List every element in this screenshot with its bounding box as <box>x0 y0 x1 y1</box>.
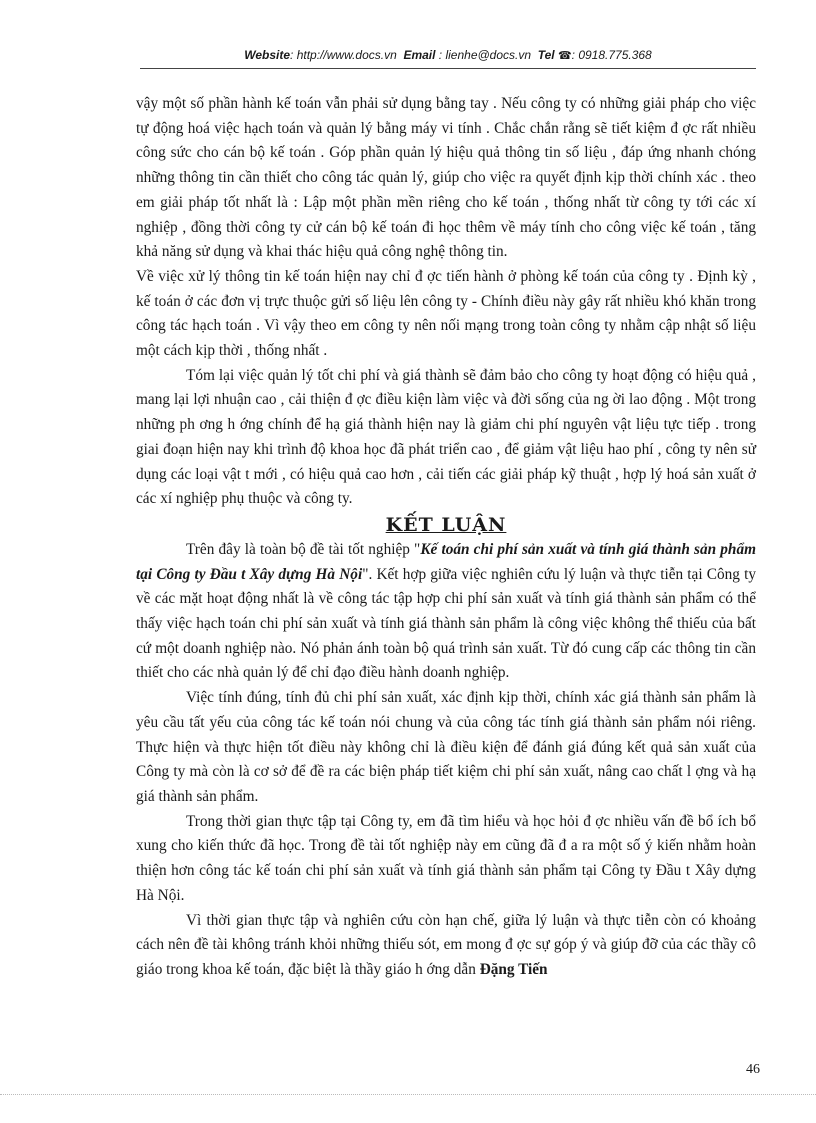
paragraph-2: Về việc xử lý thông tin kế toán hiện nay chỉ đ ợc tiến hành ở phòng kế toán của công ty . Định kỳ , kế toán ở các đơn vị trực thuộc gửi số liệu lên công ty - Chính điều này gây rất nhiều khó khăn trong công tác hạch toán . Vì vậy theo em công ty nên nối mạng trong toàn công ty nhằm cập nhật số liệu một cách kịp thời , thống nhất . <box>136 267 756 360</box>
tel-label: Tel <box>537 48 555 62</box>
conclusion-paragraph-3: Trong thời gian thực tập tại Công ty, em đã tìm hiểu và học hỏi đ ợc nhiều vấn đề bổ ích bổ xung cho kiến thức đã học. Trong đề tài tốt nghiệp này em cũng đã đ a ra một số ý kiến nhằm hoàn thiện hơn công tác kế toán chi phí sản xuất và tính giá thành sản phẩm tại Công ty Đầu t Xây dựng Hà Nội. <box>136 812 756 904</box>
header-rule <box>140 68 756 69</box>
website-label: Website <box>244 48 291 62</box>
paragraph-1: vậy một số phần hành kế toán vẫn phải sử dụng bằng tay . Nếu công ty có những giải pháp cho việc tự động hoá việc hạch toán và quản lý bằng máy vi tính . Chắc chắn rằng sẽ tiết kiệm đ ợc rất nhiều công sức cho cán bộ kế toán . Góp phần quản lý hiệu quả thông tin số liệu , đáp ứng nhanh chóng những thông tin cần thiết cho công tác quản lý, giúp cho việc ra quyết định kịp thời chính xác . theo em giải pháp tốt nhất là : Lập một phần mền riêng cho kế toán , thống nhất từ công ty tới các xí nghiệp , đồng thời công ty cử cán bộ kế toán đi học thêm về máy tính cho công việc kế toán , tăng khả năng sử dụng và khai thác hiệu quả công nghệ thông tin. <box>136 95 756 261</box>
website-value: : http://www.docs.vn <box>290 48 397 62</box>
telephone-icon: ☎ <box>557 50 572 62</box>
conclusion-p1-lead: Trên đây là toàn bộ đề tài tốt nghiệp " <box>186 540 421 558</box>
tel-value: : 0918.775.368 <box>571 48 652 62</box>
conclusion-heading: KẾT LUẬN <box>385 513 507 536</box>
conclusion-paragraph-4 <box>136 909 756 983</box>
thesis-title: Kế toán chi phí sản xuất và tính giá thành sản phẩm tại Công ty Đầu t Xây dựng Hà Nội <box>136 540 756 583</box>
email-value: : lienhe@docs.vn <box>438 48 532 62</box>
footer-rule <box>0 1094 816 1095</box>
email-label: Email <box>403 48 436 62</box>
document-body <box>136 92 756 983</box>
conclusion-paragraph-1 <box>136 538 756 686</box>
conclusion-p1-rest: ". Kết hợp giữa việc nghiên cứu lý luận và thực tiễn tại Công ty về các mặt hoạt động nhất là về công tác tập hợp chi phí sản xuất và tính giá thành sản phẩm có thể thấy việc hạch toán chi phí sản xuất và tính giá thành sản phẩm là công việc không thể thiếu của bất cứ một doanh nghiệp nào. Nó phản ánh toàn bộ quá trình sản xuất. Từ đó cung cấp các thông tin cần thiết cho các nhà quản lý để chỉ đạo điều hành doanh nghiệp. <box>136 565 757 682</box>
advisor-name: Đặng Tiến <box>479 960 548 978</box>
page-header <box>140 48 756 66</box>
page-number: 46 <box>746 1062 760 1077</box>
conclusion-p4-text: Vì thời gian thực tập và nghiên cứu còn hạn chế, giữa lý luận và thực tiễn còn có khoảng cách nên đề tài không tránh khỏi những thiếu sót, em mong đ ợc sự góp ý và giúp đỡ của các thầy cô giáo trong khoa kế toán, đặc biệt là thầy giáo h ớng dẫn <box>136 911 756 978</box>
conclusion-paragraph-2: Việc tính đúng, tính đủ chi phí sản xuất, xác định kịp thời, chính xác giá thành sản phẩm là yêu cầu tất yếu của công tác kế toán nói chung và của công tác tính giá thành sản phẩm nói riêng. Thực hiện và thực hiện tốt điều này không chỉ là điều kiện để đánh giá đúng kết quả sản xuất của Công ty mà còn là cơ sở để đề ra các biện pháp tiết kiệm chi phí sản xuất, nâng cao chất l ợng và hạ giá thành sản phẩm. <box>136 689 756 805</box>
paragraph-3: Tóm lại việc quản lý tốt chi phí và giá thành sẽ đảm bảo cho công ty hoạt động có hiệu quả , mang lại lợi nhuận cao , cải thiện đ ợc điều kiện làm việc và đời sống của ng ời lao động . Một trong những ph ơng h ớng chính để hạ giá thành hiện nay là giảm chi phí nguyên vật liệu tực tiếp . trong giai đoạn hiện nay khi trình độ khoa học đã phát triển cao , để giảm vật liệu hao phí , công ty nên sử dụng các loại vật t mới , có hiệu quả cao hơn , cải tiến các giải pháp kỹ thuật , hợp lý hoá sản xuất ở các xí nghiệp phụ thuộc và công ty. <box>136 366 756 508</box>
